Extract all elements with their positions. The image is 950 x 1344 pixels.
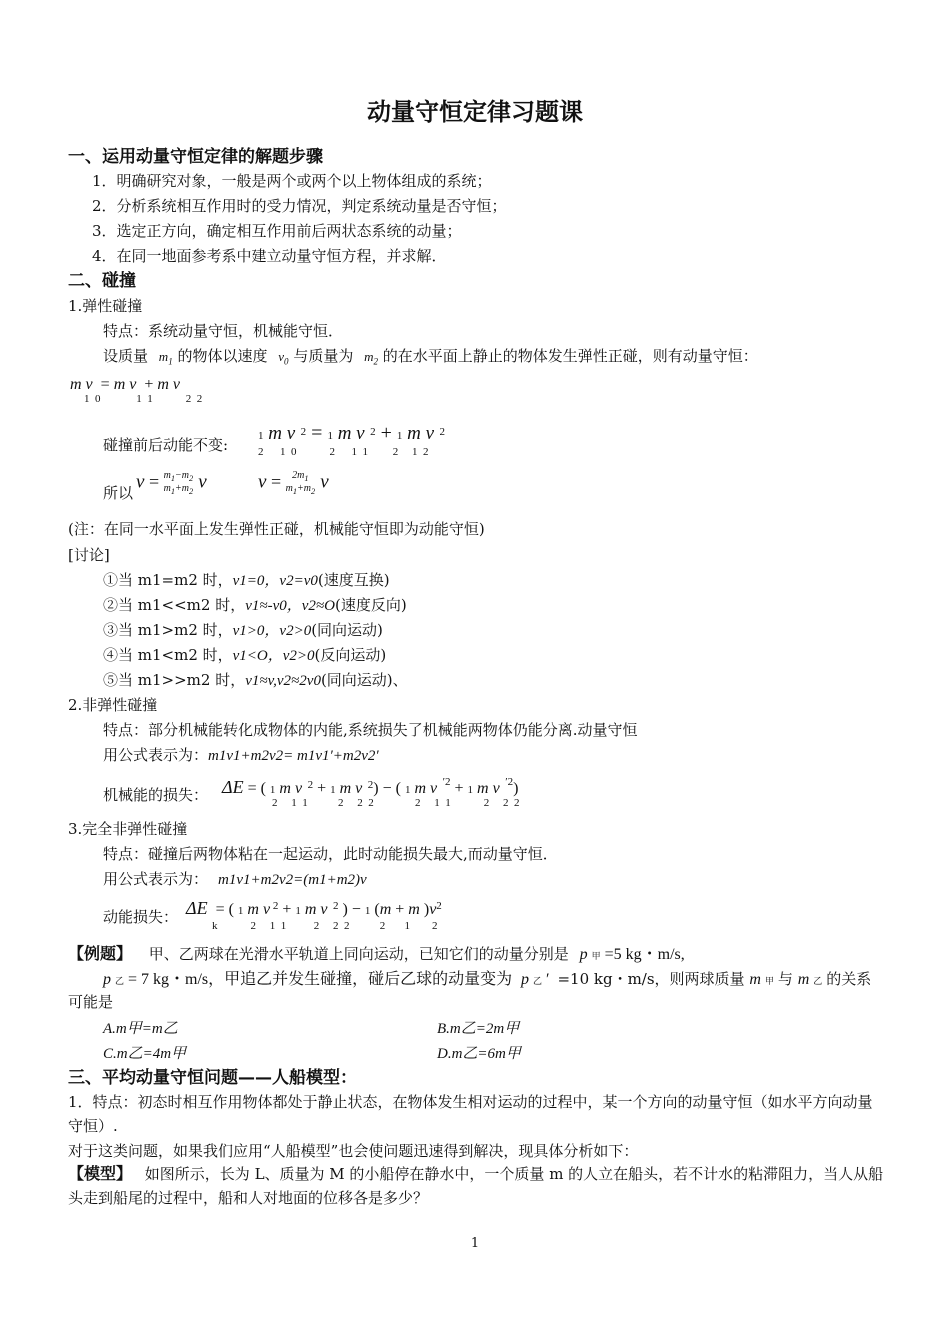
option-d: D.m乙=6m甲 [437, 1046, 521, 1062]
case-1: ①当 m1=m2 时，v1=0，v2=v0(速度互换) [103, 571, 390, 589]
case-5: ⑤当 m1>>m2 时，v1≈v,v2≈2v0(同向运动)、 [103, 671, 408, 689]
model-paragraph: 【模型】 如图所示，长为 L、质量为 M 的小船停在静水中，一个质量 m 的人立在船头，若不计水的粘滞阻力，当人从船头走到船尾的过程中，船和人对地面的位移各是多少？ [68, 1164, 884, 1207]
inelastic-loss-equation: ΔE = ( 1 m v $^2$ + 1 m v $^2$) − ( 1 m v $^{'2}$ + 1 m v $^{'2}$) [222, 776, 519, 797]
step-2: 2．分析系统相互作用时的受力情况，判定系统动量是否守恒； [92, 197, 507, 215]
step-3: 3．选定正方向，确定相互作用前后两状态系统的动量； [92, 222, 462, 240]
elastic-feature: 特点：系统动量守恒，机械能守恒． [103, 322, 344, 340]
perfect-formula-line: 用公式表示为： m1v1+m2v2=(m1+m2)v [103, 870, 367, 888]
case-2: ②当 m1<<m2 时，v1≈-v0，v2≈O(速度反向) [103, 596, 407, 614]
section1-heading: 一、运用动量守恒定律的解题步骤 [68, 147, 323, 167]
page-title: 动量守恒定律习题课 [367, 98, 583, 126]
step-1: 1．明确研究对象，一般是两个或两个以上物体组成的系统； [92, 172, 492, 190]
elastic-setup [103, 345, 758, 367]
setup-part-1: 设质量 [103, 347, 149, 365]
perfect-label: 3.完全非弹性碰撞 [68, 820, 188, 838]
section3-paragraph-1: 1．特点：初态时相互作用物体都处于静止状态，在物体发生相对运动的过程中，某一个方向的动量守恒（如水平方向动量守恒）. [68, 1093, 873, 1135]
inelastic-loss-label: 机械能的损失： [103, 786, 209, 804]
mass-m2: $m_2$ [364, 349, 379, 367]
so-label: 所以 [103, 484, 134, 502]
ke-label: 碰撞前后动能不变: [103, 436, 229, 454]
example-line-3: 可能是 [68, 993, 114, 1011]
setup-part-3: 与质量为 [293, 347, 354, 365]
momentum-equation: m v = m v + m v [70, 376, 181, 393]
example-tag: 【例题】 [68, 944, 133, 963]
option-b: B.m乙=2m甲 [437, 1021, 520, 1037]
step-4: 4．在同一地面参考系中建立动量守恒方程，并求解． [92, 247, 447, 265]
case-3: ③当 m1>m2 时，v1>0，v2>0(同向运动) [103, 621, 383, 639]
case-4: ④当 m1<m2 时，v1<O，v2>0(反向运动) [103, 646, 387, 664]
inelastic-formula-line: 用公式表示为：m1v1+m2v2= m1v1′+m2v2′ [103, 746, 379, 764]
example-line-2: p乙 = 7 kg・m/s，甲追乙并发生碰撞，碰后乙球的动量变为 p 乙 ′ =10 kg・m/s，则两球质量 m 甲 与 m 乙 的关系 [103, 970, 872, 988]
section3-heading: 三、平均动量守恒问题——人船模型： [68, 1068, 357, 1088]
velocity-v0: $v_0$ [278, 349, 289, 367]
ke-equation: 1 m v $^2$ = 1 m v $^2$ + 1 m v $^2$ [258, 422, 446, 444]
mass-m1: $m_1$ [158, 349, 173, 367]
result-v2: $v = 2m_1$ $m_1+m_2$ v [258, 470, 329, 496]
section2-heading: 二、碰撞 [68, 271, 136, 291]
result-v1: $v = m_1-m_2$ $m_1+m_2$ v [136, 470, 207, 496]
perfect-loss-subscripts: k 2 1 1 2 2 2 2 1 2 [212, 920, 438, 932]
setup-part-2: 的物体以速度 [177, 347, 268, 365]
elastic-note: (注：在同一水平面上发生弹性正碰，机械能守恒即为动能守恒) [68, 520, 485, 538]
option-c: C.m乙=4m甲 [103, 1046, 187, 1062]
perfect-loss-equation: ΔE = ( 1 m v $^2$ + 1 m v $^2$ ) − 1 (m + m )$v^2$ [186, 898, 442, 918]
inelastic-label: 2.非弹性碰撞 [68, 696, 158, 714]
inelastic-loss-subscripts: 2 1 1 2 2 2 2 1 1 2 2 2 [272, 797, 520, 809]
example-line-1: 【例题】 甲、乙两球在光滑水平轨道上同向运动，已知它们的动量分别是 p 甲 =5 kg・m/s, [68, 944, 685, 963]
momentum-equation-subscripts: 1 0 1 1 2 2 [84, 393, 203, 405]
perfect-loss-label: 动能损失： [103, 908, 179, 926]
setup-part-4: 的在水平面上静止的物体发生弹性正碰，则有动量守恒： [382, 347, 758, 365]
page-number: 1 [470, 1236, 480, 1251]
section3-paragraph-2: 对于这类问题，如果我们应用“人船模型”也会使问题迅速得到解决，现具体分析如下： [68, 1142, 639, 1160]
discuss-label: [讨论] [68, 546, 110, 564]
ke-equation-subscripts: 2 1 0 2 1 1 2 1 2 [258, 446, 429, 458]
elastic-label: 1.弹性碰撞 [68, 297, 143, 315]
inelastic-feature: 特点：部分机械能转化成物体的内能,系统损失了机械能两物体仍能分离.动量守恒 [103, 721, 638, 739]
option-a: A.m甲=m乙 [103, 1021, 178, 1037]
perfect-feature: 特点：碰撞后两物体粘在一起运动，此时动能损失最大,而动量守恒． [103, 845, 558, 863]
model-tag: 【模型】 [68, 1164, 133, 1183]
